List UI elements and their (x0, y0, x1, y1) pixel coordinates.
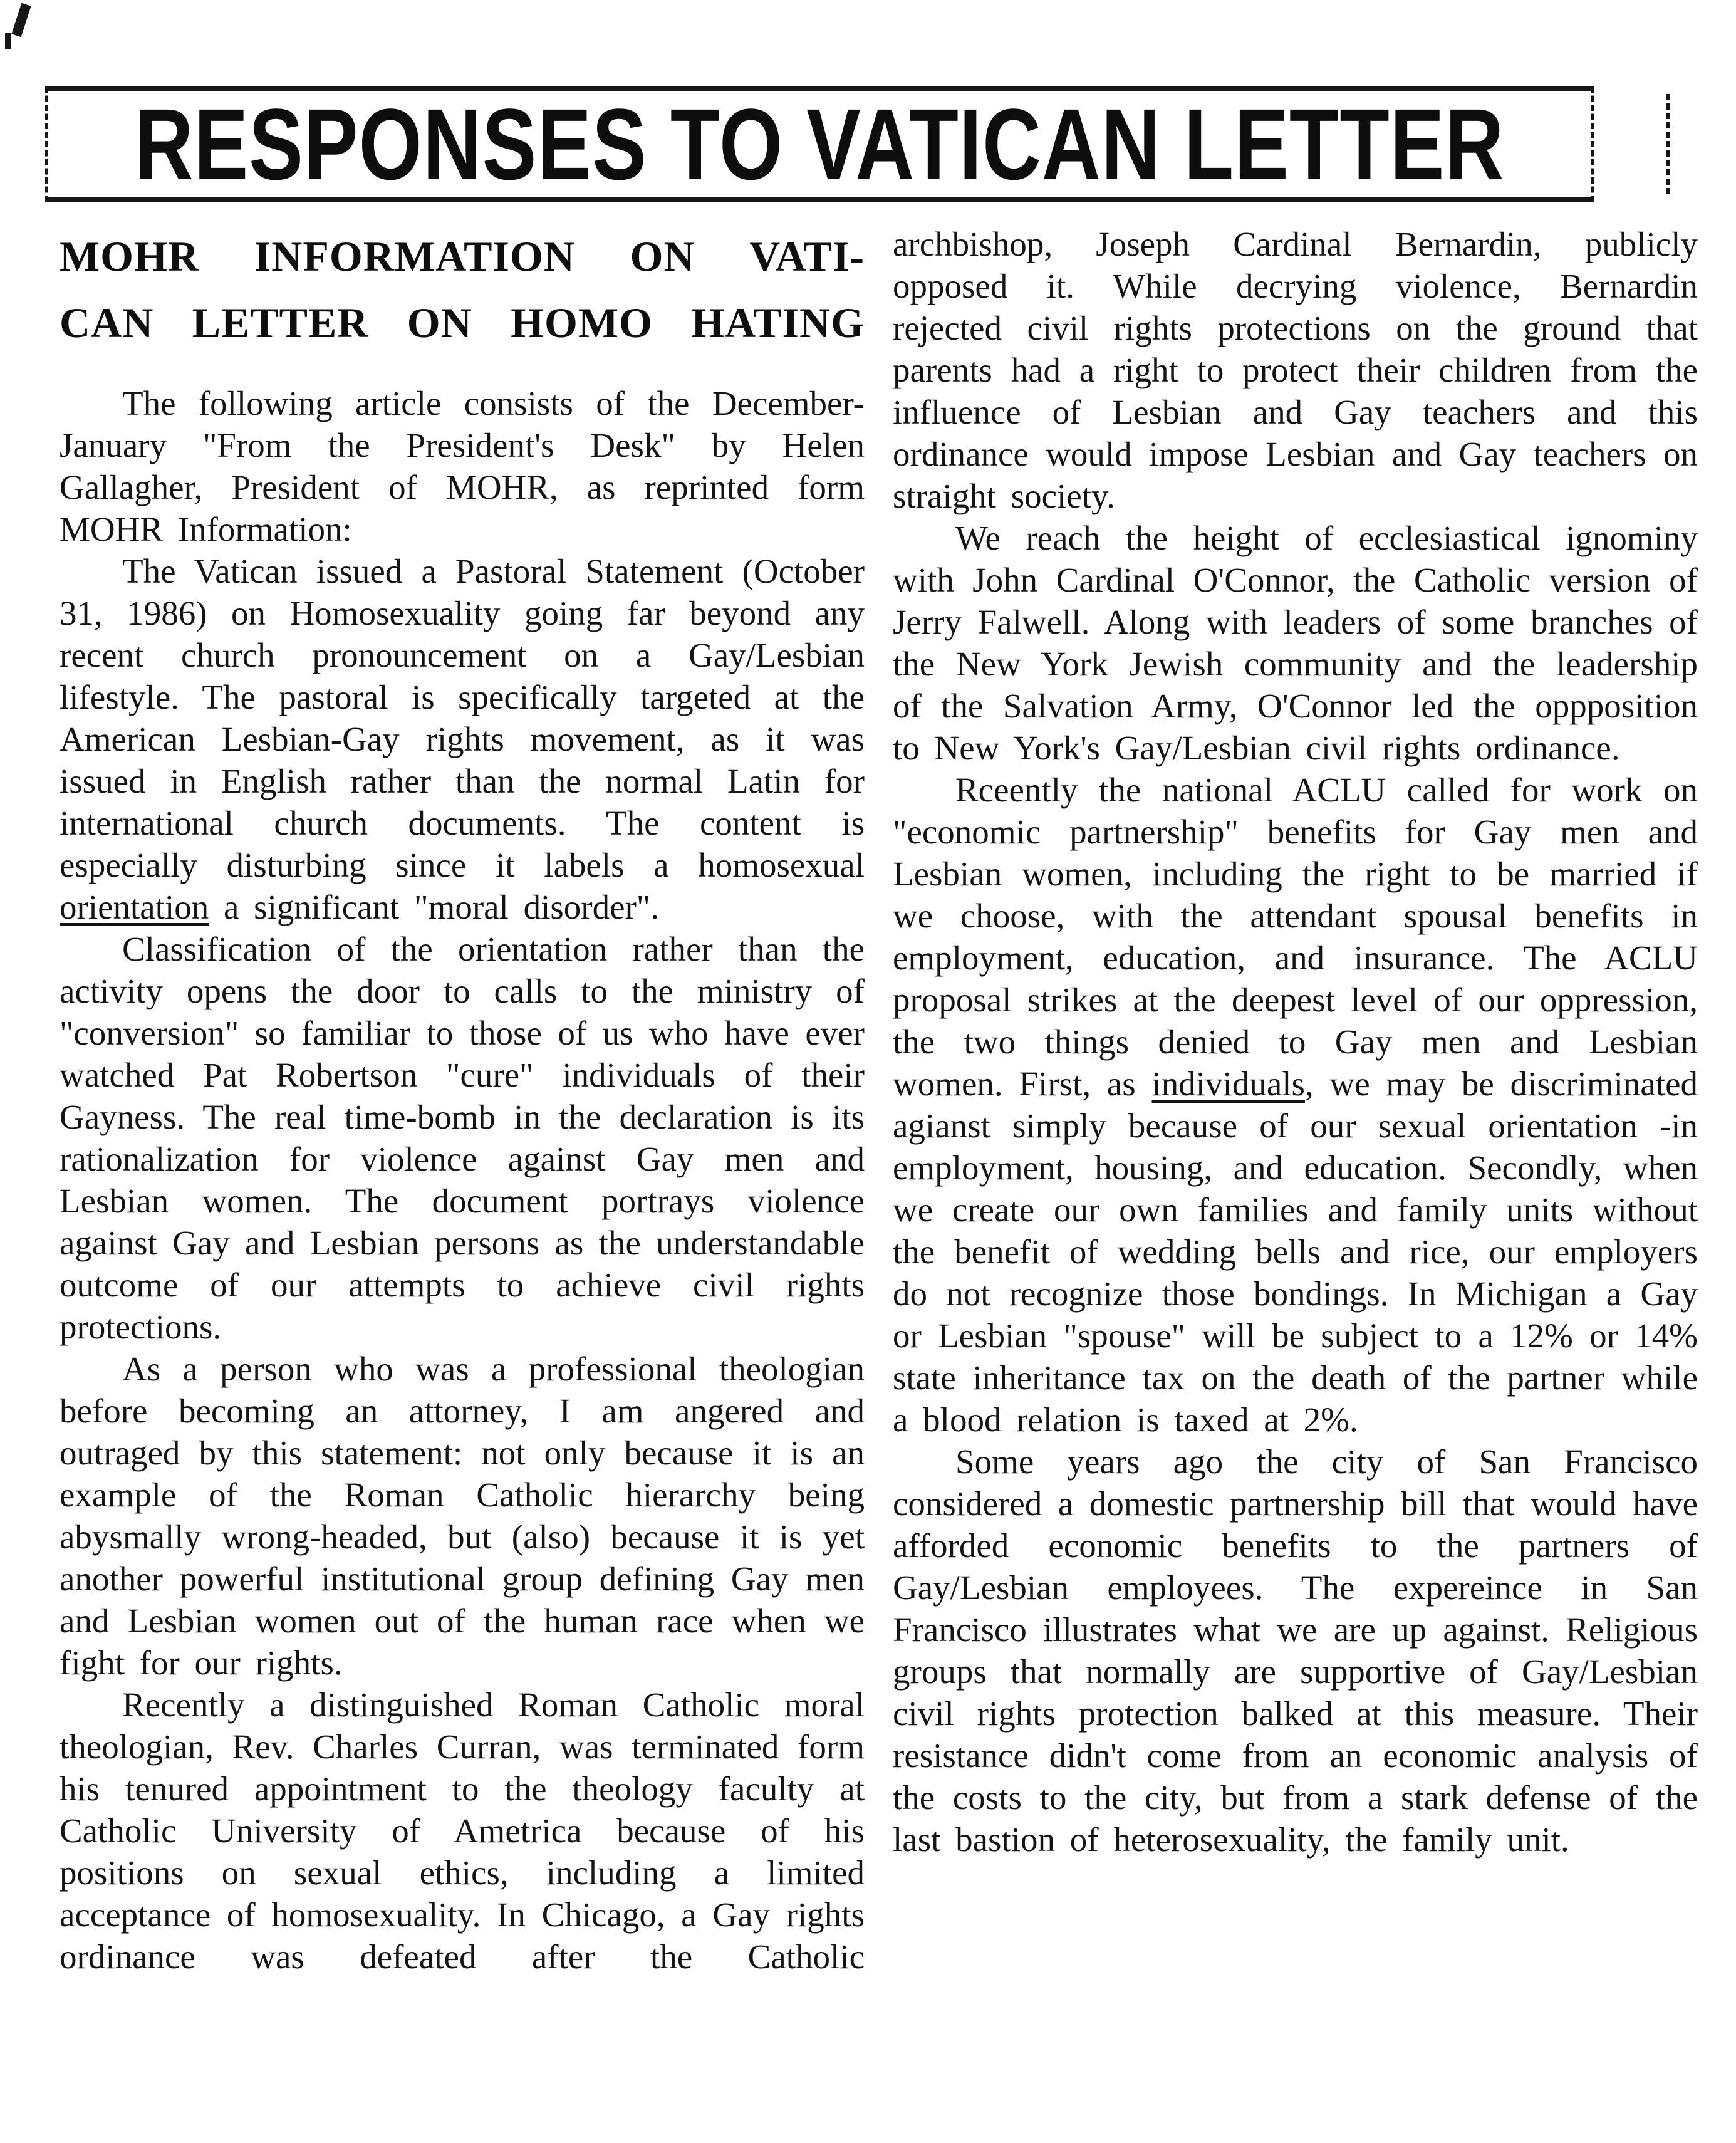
paragraph-text: Rceently the national ACLU called for work on "economic partnership" benefits for Gay men and Lesbian women, including the right to be married if we choose, with the attendant spousal benefits in employment, education, and insurance. The ACLU proposal strikes at the deepest level of our oppression, the two things denied to Gay men and Lesbian women. First, as (893, 771, 1698, 1103)
page-title: RESPONSES TO VATICAN LETTER (134, 87, 1505, 201)
paragraph-theologian: As a person who was a professional theologian before becoming an attorney, I am angered and outraged by this statement: not only because it is an example of the Roman Catholic hierarchy being abysmally wrong-headed, but (also) because it is yet another powerful institutional group defining Gay men and Lesbian women out of the human race when we fight for our rights. (60, 1350, 865, 1682)
paragraph-oconnor: We reach the height of ecclesiastical ignominy with John Cardinal O'Connor, the Catholic version of Jerry Falwell. Along with leaders of some branches of the New York Jewish community and the leadership of the Salvation Army, O'Connor led the oppposition to New York's Gay/Lesbian civil rights ordinance. (893, 519, 1698, 767)
scan-artifact (5, 33, 11, 49)
paragraph-san-francisco: Some years ago the city of San Francisco considered a domestic partnership bill that would have afforded economic benefits to the partners of Gay/Lesbian employees. The expereince in San Francisco illustrates what we are up against. Religious groups that normally are supportive of Gay/Lesbian civil rights protection balked at this measure. Their resistance didn't come from an economic analysis of the costs to the city, but from a stark defense of the last bastion of heterosexuality, the family unit. (893, 1442, 1698, 1859)
scan-artifact (11, 3, 31, 37)
paragraph-curran: Recently a distinguished Roman Catholic moral theologian, Rev. Charles Curran, was terminated form his tenured appointment to the theology faculty at Catholic University of Ametrica because of his positions on sexual ethics, including a limited acceptance of homosexuality. In Chicago, a Gay rights ordinance was defeated after the Catholic (60, 1686, 865, 1976)
underlined-word-orientation: orientation (60, 888, 209, 926)
right-column (893, 223, 1698, 1978)
article-heading-line1: MOHR INFORMATION ON VATI- (60, 232, 865, 280)
scan-artifact (1666, 94, 1670, 194)
paragraph-vatican-statement (60, 550, 865, 928)
paragraph-text: The Vatican issued a Pastoral Statement (October 31, 1986) on Homosexuality going far beyond any recent church pronouncement on a Gay/Lesbian lifestyle. The pastoral is specifically targeted at the American Lesbian-Gay rights movement, as it was issued in English rather than the normal Latin for international church documents. The content is especially disturbing since it labels a homosexual (60, 552, 865, 884)
article-heading-line2: CAN LETTER ON HOMO HATING (60, 299, 865, 347)
paragraph-intro: The following article consists of the December-January "From the President's Desk" by Helen Gallagher, President of MOHR, as reprinted form MOHR Information: (60, 384, 865, 548)
paragraph-text: , we may be discriminated agianst simply because of our sexual orientation -in employment, housing, and education. Secondly, when we create our own families and family units without the benefit of wedding bells and rice, our employers do not recognize those bondings. In Michigan a Gay or Lesbian "spouse" will be subject to a 12% or 14% state inheritance tax on the death of the partner while a blood relation is taxed at 2%. (893, 1065, 1698, 1439)
paragraph-bernardin: archbishop, Joseph Cardinal Bernardin, publicly opposed it. While decrying violence, Bernardin rejected civil rights protections on the ground that parents had a right to protect their children from the influence of Lesbian and Gay teachers and this ordinance would impose Lesbian and Gay teachers on straight society. (893, 225, 1698, 515)
paragraph-classification: Classification of the orientation rather than the activity opens the door to calls to the ministry of "conversion" so familiar to those of us who have ever watched Pat Robertson "cure" individuals of their Gayness. The real time-bomb in the declaration is its rationalization for violence against Gay men and Lesbian women. The document portrays violence against Gay and Lesbian persons as the understandable outcome of our attempts to achieve civil rights protections. (60, 930, 865, 1346)
article-body (60, 223, 1698, 1978)
left-column (60, 223, 865, 1978)
paragraph-aclu (893, 769, 1698, 1441)
paragraph-text: a significant "moral disorder". (209, 888, 660, 926)
headline-banner (45, 86, 1594, 202)
underlined-word-individuals: individuals (1151, 1065, 1305, 1103)
article-heading (60, 223, 865, 356)
